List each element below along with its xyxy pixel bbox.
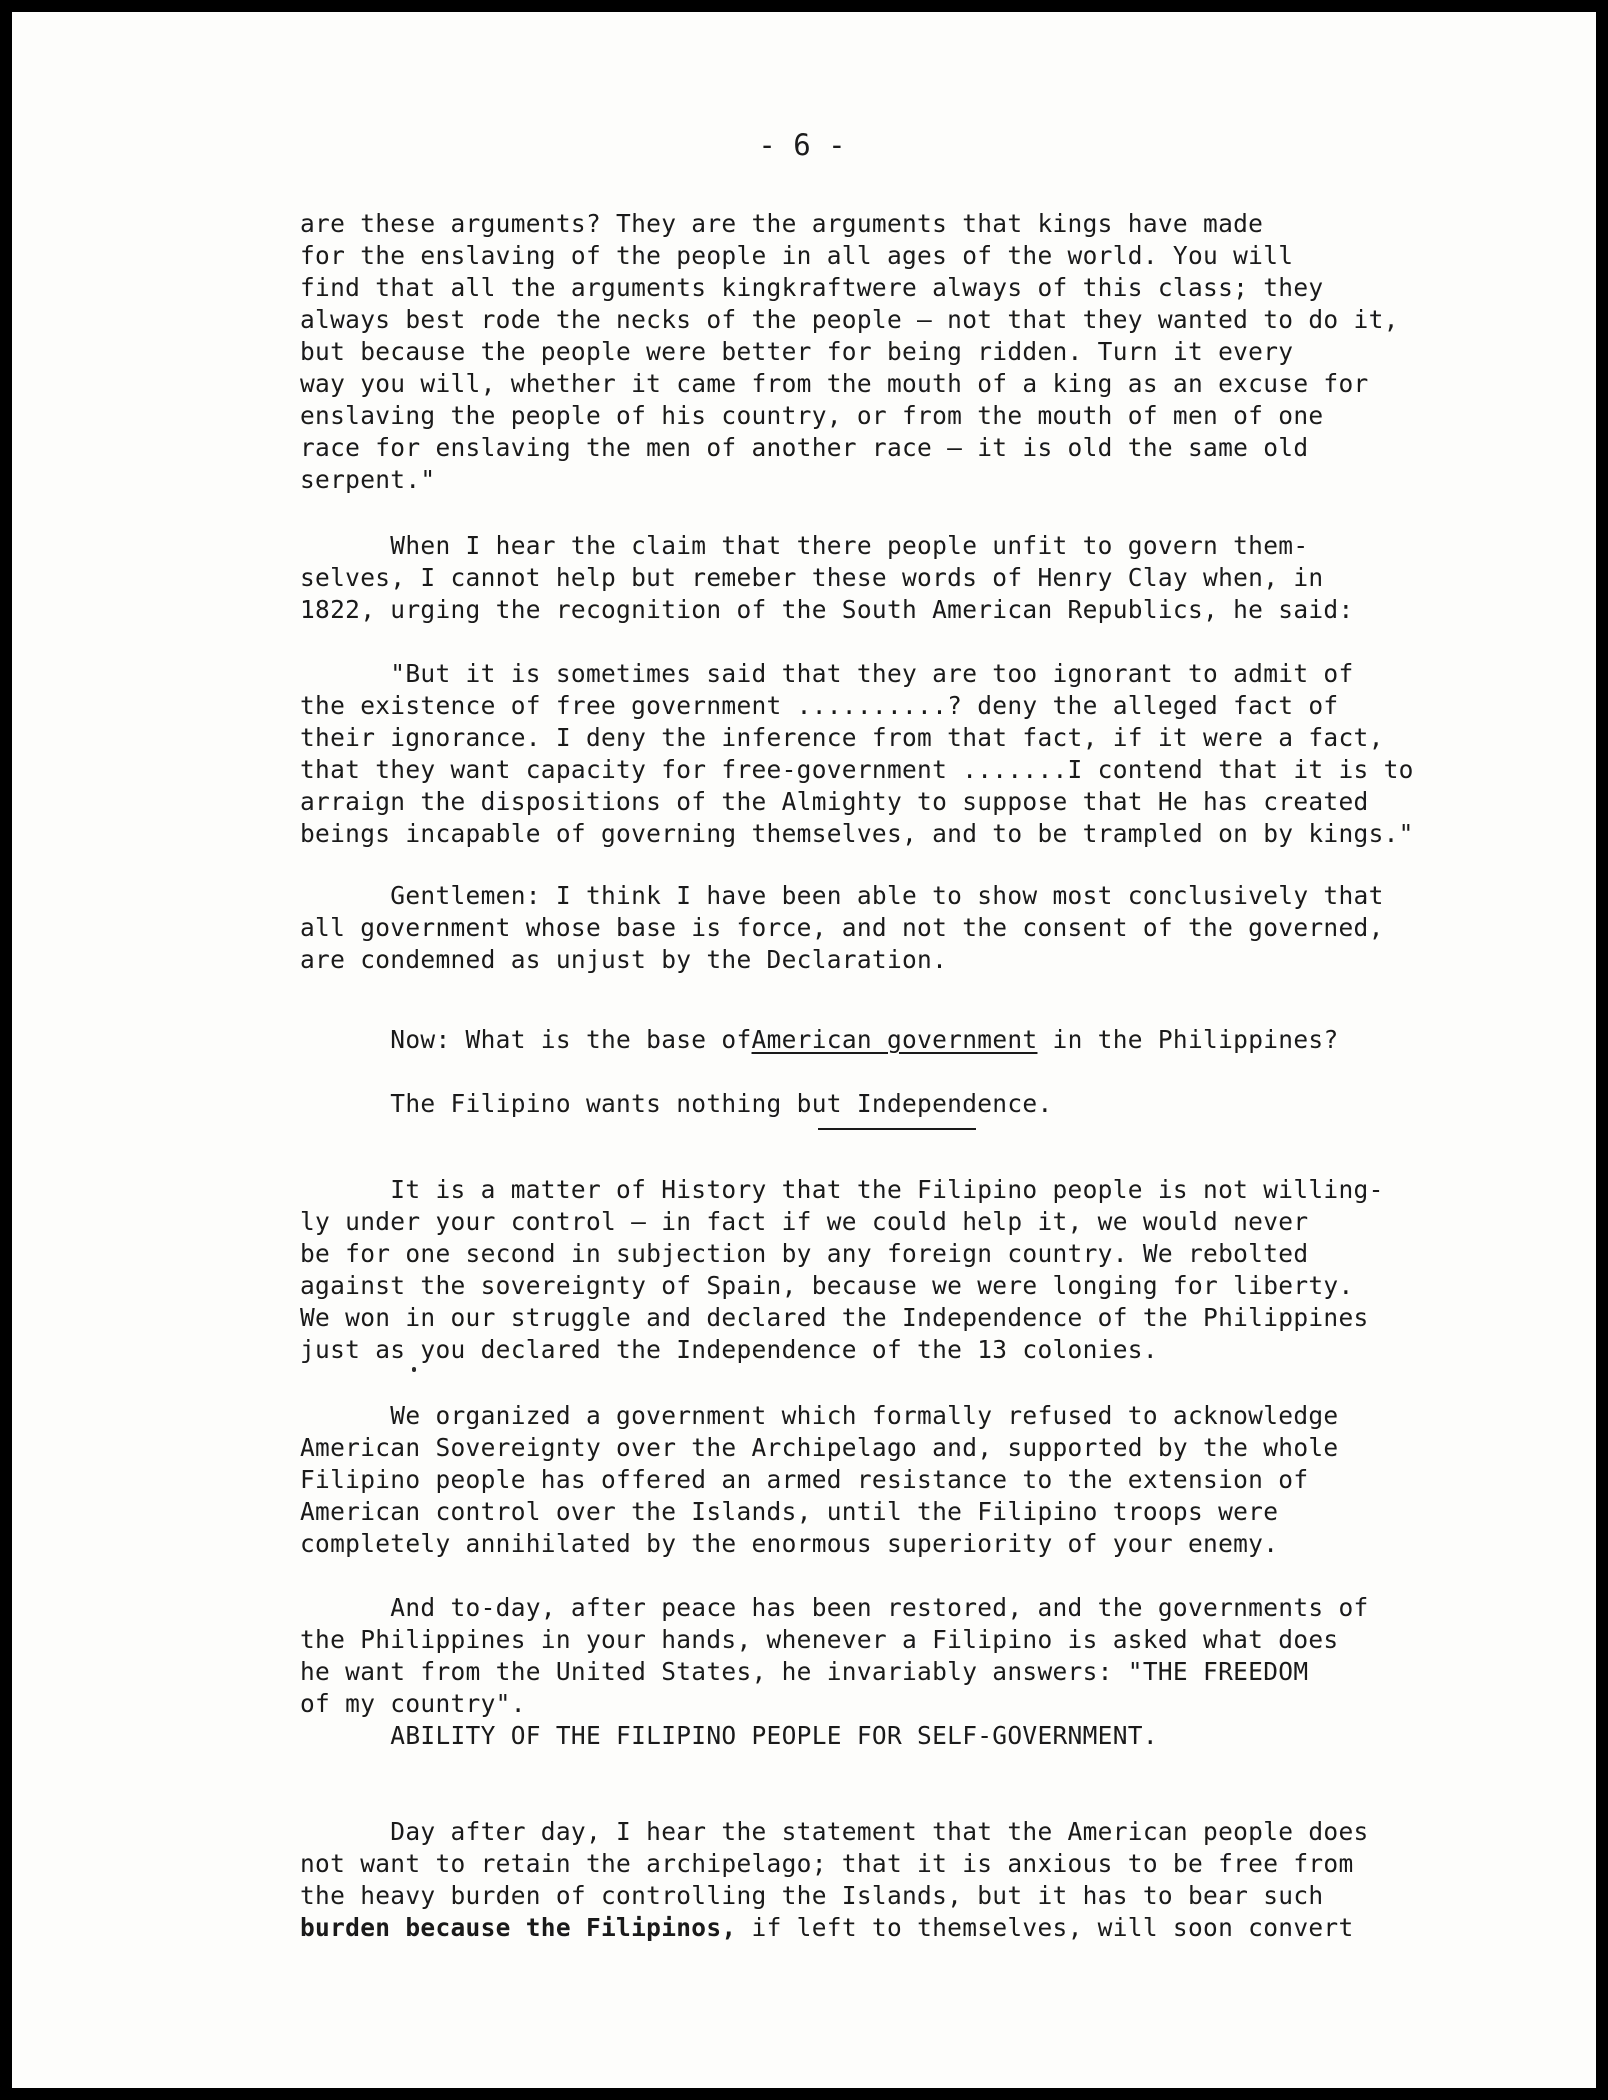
text-line: are these arguments? They are the arguments that kings have made [300, 209, 1264, 238]
text-line: enslaving the people of his country, or from the mouth of men of one [300, 401, 1324, 430]
text-line: just as you declared the Independence of the 13 colonies. [300, 1335, 1158, 1364]
text-line: 1822, urging the recognition of the South American Republics, he said: [300, 595, 1354, 624]
section-heading [300, 1720, 1530, 1752]
text-line: selves, I cannot help but remeber these words of Henry Clay when, in [300, 563, 1324, 592]
text-line: And to-day, after peace has been restored, and the governments of [300, 1593, 1369, 1622]
paragraph-peace-restored [300, 1592, 1530, 1720]
page-number: - 6 - [758, 128, 846, 162]
text-line: It is a matter of History that the Filipino people is not willing- [300, 1175, 1384, 1204]
text-line: the Philippines in your hands, whenever a Filipino is asked what does [300, 1625, 1339, 1654]
paragraph-history [300, 1174, 1530, 1366]
text-line [300, 1912, 1530, 1944]
text-line: that they want capacity for free-government .......I contend that it is to [300, 755, 1414, 784]
text-line: The Filipino wants nothing but Independence. [300, 1089, 1053, 1118]
text-line: Gentlemen: I think I have been able to show most conclusively that [300, 881, 1384, 910]
text-line: all government whose base is force, and not the consent of the governed, [300, 913, 1384, 942]
section-heading-text: ABILITY OF THE FILIPINO PEOPLE FOR SELF-GOVERNMENT. [300, 1721, 1158, 1750]
text-segment: in the Philippines? [1037, 1025, 1339, 1054]
text-line: the existence of free government ..........? deny the alleged fact of [300, 691, 1339, 720]
text-line: "But it is sometimes said that they are too ignorant to admit of [300, 659, 1354, 688]
text-line: not want to retain the archipelago; that it is anxious to be free from [300, 1849, 1354, 1878]
paragraph-independence [300, 1088, 1530, 1120]
text-line: way you will, whether it came from the mouth of a king as an excuse for [300, 369, 1369, 398]
underlined-phrase: American government [751, 1025, 1038, 1054]
ink-speck [412, 1367, 416, 1372]
text-line: their ignorance. I deny the inference from that fact, if it were a fact, [300, 723, 1384, 752]
paragraph-henry-clay-quote [300, 658, 1530, 850]
paragraph-day-after-day [300, 1816, 1530, 1944]
text-line: arraign the dispositions of the Almighty to suppose that He has created [300, 787, 1369, 816]
paragraph-gentlemen [300, 880, 1530, 976]
text-line: We won in our struggle and declared the Independence of the Philippines [300, 1303, 1369, 1332]
document-page [12, 12, 1596, 2088]
text-line: of my country". [300, 1689, 526, 1718]
paragraph-kings-arguments [300, 208, 1530, 496]
text-line: against the sovereignty of Spain, because we were longing for liberty. [300, 1271, 1354, 1300]
text-line: the heavy burden of controlling the Islands, but it has to bear such [300, 1881, 1324, 1910]
text-line: race for enslaving the men of another race — it is old the same old [300, 433, 1309, 462]
text-segment: Now: What is the base of [300, 1025, 752, 1054]
text-line: ly under your control — in fact if we could help it, we would never [300, 1207, 1309, 1236]
text-line: Filipino people has offered an armed resistance to the extension of [300, 1465, 1309, 1494]
text-line: he want from the United States, he invariably answers: "THE FREEDOM [300, 1657, 1309, 1686]
text-line: always best rode the necks of the people — not that they wanted to do it, [300, 305, 1399, 334]
text-line: Day after day, I hear the statement that the American people does [300, 1817, 1369, 1846]
text-line: for the enslaving of the people in all ages of the world. You will [300, 241, 1294, 270]
paragraph-american-government [300, 1024, 1530, 1056]
section-divider [818, 1128, 976, 1130]
text-line: American Sovereignty over the Archipelago and, supported by the whole [300, 1433, 1339, 1462]
text-line: serpent." [300, 465, 436, 494]
text-line: find that all the arguments kingkraftwere always of this class; they [300, 273, 1324, 302]
text-line: but because the people were better for being ridden. Turn it every [300, 337, 1294, 366]
smudged-text: burden because the Filipinos, [300, 1913, 737, 1942]
text-line: We organized a government which formally refused to acknowledge [300, 1401, 1339, 1430]
text-line: American control over the Islands, until the Filipino troops were [300, 1497, 1279, 1526]
text-line: When I hear the claim that there people unfit to govern them- [300, 531, 1309, 560]
text-line: be for one second in subjection by any foreign country. We rebolted [300, 1239, 1309, 1268]
text-line: are condemned as unjust by the Declaration. [300, 945, 948, 974]
text-line: completely annihilated by the enormous superiority of your enemy. [300, 1529, 1279, 1558]
paragraph-organized-government [300, 1400, 1530, 1560]
paragraph-henry-clay-intro [300, 530, 1530, 626]
text-segment: if left to themselves, will soon convert [736, 1913, 1354, 1942]
text-line: beings incapable of governing themselves, and to be trampled on by kings." [300, 819, 1414, 848]
text-line [300, 1024, 1530, 1056]
